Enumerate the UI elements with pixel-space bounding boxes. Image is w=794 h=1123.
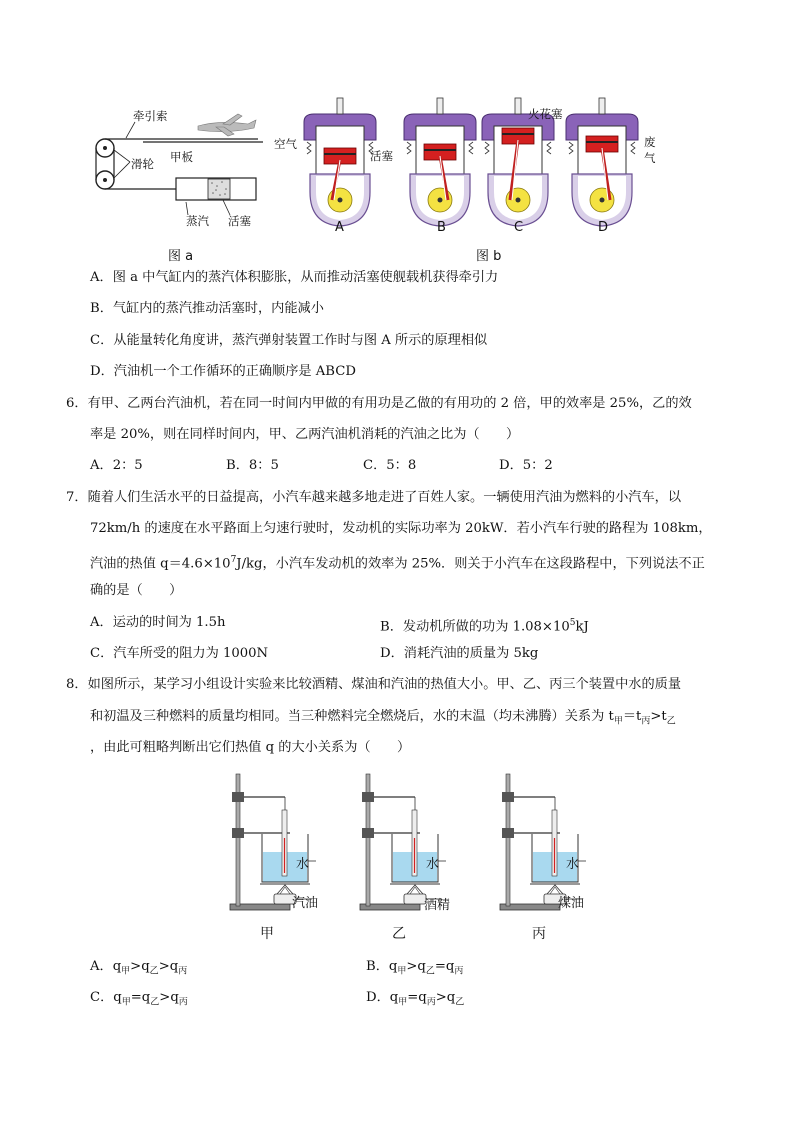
q7-option-b: B．发动机所做的功为 $1.08\times 10^5kJ$ — [380, 618, 589, 635]
four-stroke-engines-diagram — [270, 96, 670, 266]
q8-option-b: B．$q_甲>q_乙=q_丙$ — [366, 959, 464, 977]
gasoline-label: 汽油 — [292, 896, 319, 911]
exhaust-label-1: 废 — [644, 135, 656, 149]
engine-b — [404, 98, 476, 226]
pulley-label: 滑轮 — [131, 157, 154, 171]
kerosene-label: 煤油 — [558, 896, 585, 911]
q7-stem-line4: 确的是（ ） — [90, 583, 183, 598]
water-label-1: 水 — [296, 857, 310, 872]
q8-option-d: D．$q_甲=q_丙>q_乙$ — [366, 990, 465, 1008]
apparatus-jia-label: 甲 — [260, 926, 274, 942]
q7-stem-line1: 7．随着人们生活水平的日益提高，小汽车越来越多地走进了百姓人家。一辆使用汽油为燃料的小汽车，以 — [66, 490, 682, 505]
apparatus-jia — [230, 774, 319, 911]
engine-b-label: B — [437, 220, 446, 235]
water-label-3: 水 — [566, 857, 580, 872]
q5-option-d: D．汽油机一个工作循环的正确顺序是 ABCD — [90, 364, 356, 379]
engine-d-label: D — [598, 220, 609, 235]
heating-apparatus-diagram — [220, 768, 600, 948]
figure-a — [88, 100, 268, 270]
steam-label: 蒸汽 — [186, 214, 209, 228]
q7-option-d: D．消耗汽油的质量为 5kg — [380, 646, 539, 661]
q5-option-b: B．气缸内的蒸汽推动活塞时，内能减小 — [90, 301, 324, 316]
figure-a-caption: 图 a — [168, 249, 194, 264]
q6-stem-line2: 率是 20%，则在同样时间内，甲、乙两汽油机消耗的汽油之比为（ ） — [90, 427, 520, 442]
q7-option-c: C．汽车所受的阻力为 1000N — [90, 646, 269, 661]
q8-option-a: A．$q_甲>q_乙>q_丙$ — [90, 959, 188, 977]
q7-option-a: A．运动的时间为 1.5h — [90, 615, 226, 630]
q6-option-a: A．2：5 — [90, 458, 143, 473]
apparatus-bing — [500, 774, 586, 910]
spark-plug-label: 火花塞 — [528, 107, 563, 121]
engine-d — [566, 98, 638, 226]
piston-label: 活塞 — [228, 214, 251, 228]
alcohol-label: 酒精 — [424, 898, 451, 913]
q7-stem-line3: 汽油的热值 $q=4.6\times 10^7J/kg$，小汽车发动机的效率为 25%．则关于小汽车在这段路程中，下列说法不正 — [90, 555, 705, 572]
q6-option-c: C．5：8 — [363, 458, 417, 473]
air-label: 空气 — [274, 137, 297, 151]
q8-stem-line3: ，由此可粗略判断出它们热值 q 的大小关系为（ ） — [90, 740, 411, 755]
water-label-2: 水 — [426, 857, 440, 872]
q5-option-a: A．图 a 中气缸内的蒸汽体积膨胀，从而推动活塞使舰载机获得牵引力 — [90, 270, 499, 285]
q8-stem-line2: 和初温及三种燃料的质量均相同。当三种燃料完全燃烧后，水的末温（均未沸腾）关系为 $t_甲=t_丙>t_乙$ — [90, 709, 676, 727]
q6-option-d: D．5：2 — [499, 458, 553, 473]
engine-a — [304, 98, 376, 226]
q5-option-c: C．从能量转化角度讲，蒸汽弹射装置工作时与图 A 所示的原理相似 — [90, 333, 488, 348]
q6-option-b: B．8：5 — [226, 458, 279, 473]
q8-option-c: C．$q_甲=q_乙>q_丙$ — [90, 990, 188, 1008]
exhaust-label-2: 气 — [644, 151, 656, 165]
apparatus-yi-label: 乙 — [392, 926, 406, 942]
q7-stem-line2: 72km/h 的速度在水平路面上匀速行驶时，发动机的实际功率为 20kW．若小汽车行驶的路程为 108km， — [90, 521, 712, 536]
figure-b-caption: 图 b — [476, 249, 502, 264]
airplane-icon — [198, 114, 256, 136]
figure-b — [270, 96, 670, 266]
piston-label-b: 活塞 — [370, 149, 393, 163]
apparatus-yi — [360, 774, 446, 910]
q8-stem-line1: 8．如图所示，某学习小组设计实验来比较酒精、煤油和汽油的热值大小。甲、乙、丙三个装置中水的质量 — [66, 677, 682, 692]
deck-label: 甲板 — [170, 150, 193, 164]
tow-cable-label: 牵引索 — [133, 109, 168, 123]
engine-a-label: A — [335, 220, 344, 235]
apparatus-bing-label: 丙 — [532, 926, 546, 942]
figure-q8 — [220, 768, 600, 948]
q6-stem-line1: 6．有甲、乙两台汽油机，若在同一时间内甲做的有用功是乙做的有用功的 2 倍，甲的效率是 25%，乙的效 — [66, 396, 692, 411]
engine-c-label: C — [514, 220, 524, 235]
